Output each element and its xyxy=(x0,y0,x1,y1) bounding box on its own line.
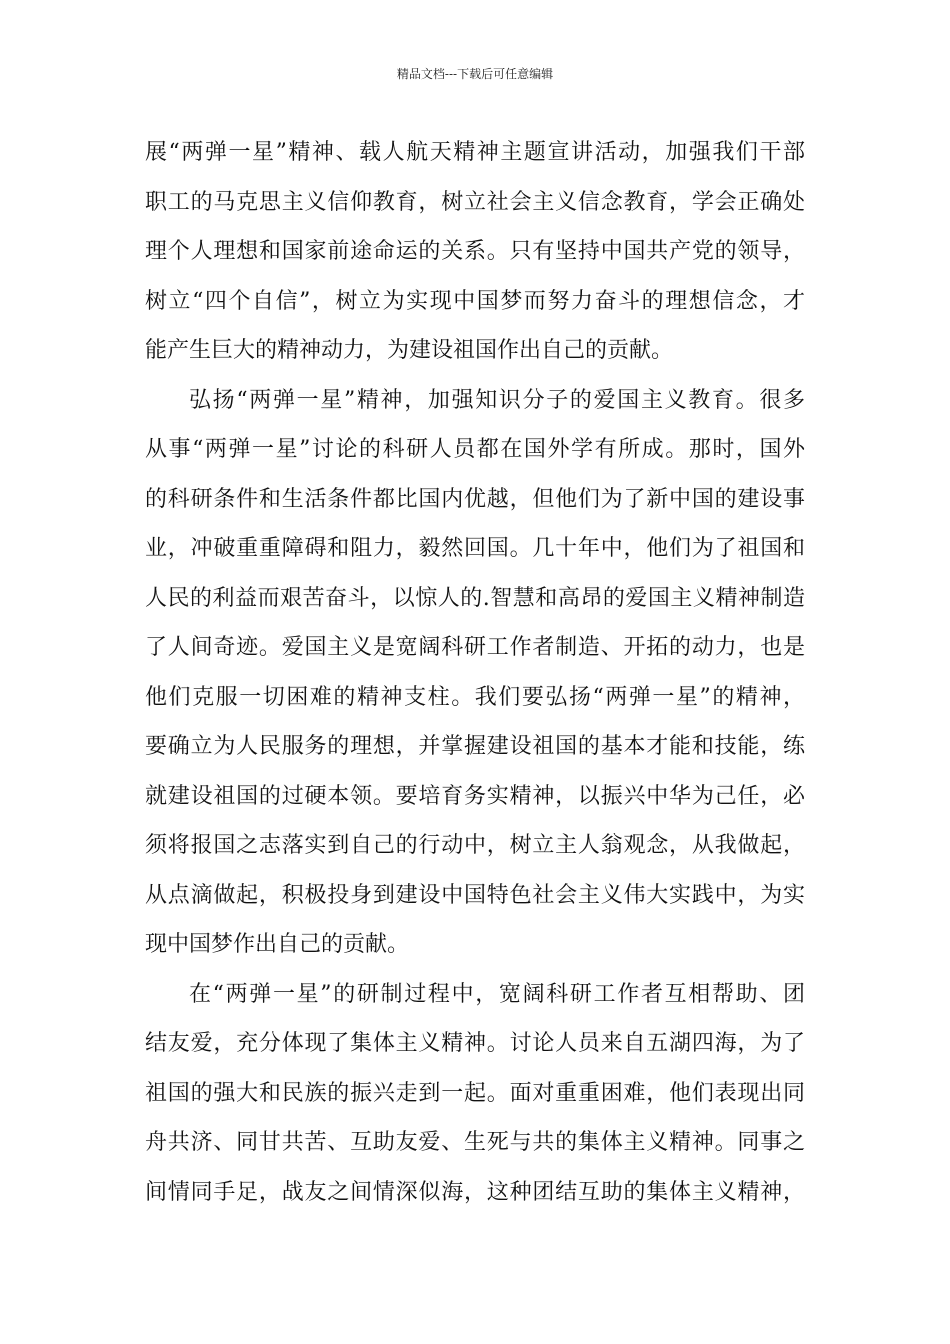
text-line: 间情同手足，战友之间情深似海，这种团结互助的集体主义精神， xyxy=(145,1179,805,1205)
text-line: 现中国梦作出自己的贡献。 xyxy=(145,932,410,957)
text-line: 在“两弹一星”的研制过程中，宽阔科研工作者互相帮助、团 xyxy=(189,981,805,1007)
text-line: 从事“两弹一星”讨论的科研人员都在国外学有所成。那时，国外 xyxy=(145,437,805,462)
text-line: 祖国的强大和民族的振兴走到一起。面对重重困难，他们表现出同 xyxy=(145,1080,805,1106)
text-line: 业，冲破重重障碍和阻力，毅然回国。几十年中，他们为了祖国和 xyxy=(145,536,805,561)
text-line: 了人间奇迹。爱国主义是宽阔科研工作者制造、开拓的动力，也是 xyxy=(145,635,805,660)
text-line: 结友爱，充分体现了集体主义精神。讨论人员来自五湖四海，为了 xyxy=(145,1031,805,1056)
paragraph-1 xyxy=(145,128,805,376)
text-line: 舟共济、同甘共苦、互助友爱、生死与共的集体主义精神。同事之 xyxy=(145,1130,805,1155)
text-line: 的科研条件和生活条件都比国内优越，但他们为了新中国的建设事 xyxy=(145,486,805,512)
body-text xyxy=(145,128,805,1217)
paragraph-2 xyxy=(145,376,805,970)
text-line: 从点滴做起，积极投身到建设中国特色社会主义伟大实践中，为实 xyxy=(145,882,805,908)
text-line: 展“两弹一星”精神、载人航天精神主题宣讲活动，加强我们干部 xyxy=(145,140,805,165)
text-line: 树立“四个自信”，树立为实现中国梦而努力奋斗的理想信念，才 xyxy=(145,288,805,314)
text-line: 须将报国之志落实到自己的行动中，树立主人翁观念，从我做起， xyxy=(145,833,805,858)
text-line: 能产生巨大的精神动力，为建设祖国作出自己的贡献。 xyxy=(145,338,674,363)
text-line: 理个人理想和国家前途命运的关系。只有坚持中国共产党的领导， xyxy=(145,239,805,264)
text-line: 就建设祖国的过硬本领。要培育务实精神，以振兴中华为己任，必 xyxy=(145,783,805,809)
text-line: 弘扬“两弹一星”精神，加强知识分子的爱国主义教育。很多 xyxy=(189,387,805,413)
text-line: 人民的利益而艰苦奋斗，以惊人的.智慧和高昂的爱国主义精神制造 xyxy=(145,585,805,611)
text-line: 他们克服一切困难的精神支柱。我们要弘扬“两弹一星”的精神， xyxy=(145,684,805,710)
page-header: 精品文档---下载后可任意编辑 xyxy=(396,67,554,81)
text-line: 职工的马克思主义信仰教育，树立社会主义信念教育，学会正确处 xyxy=(145,189,805,215)
paragraph-3 xyxy=(145,970,805,1218)
text-line: 要确立为人民服务的理想，并掌握建设祖国的基本才能和技能，练 xyxy=(145,734,805,759)
